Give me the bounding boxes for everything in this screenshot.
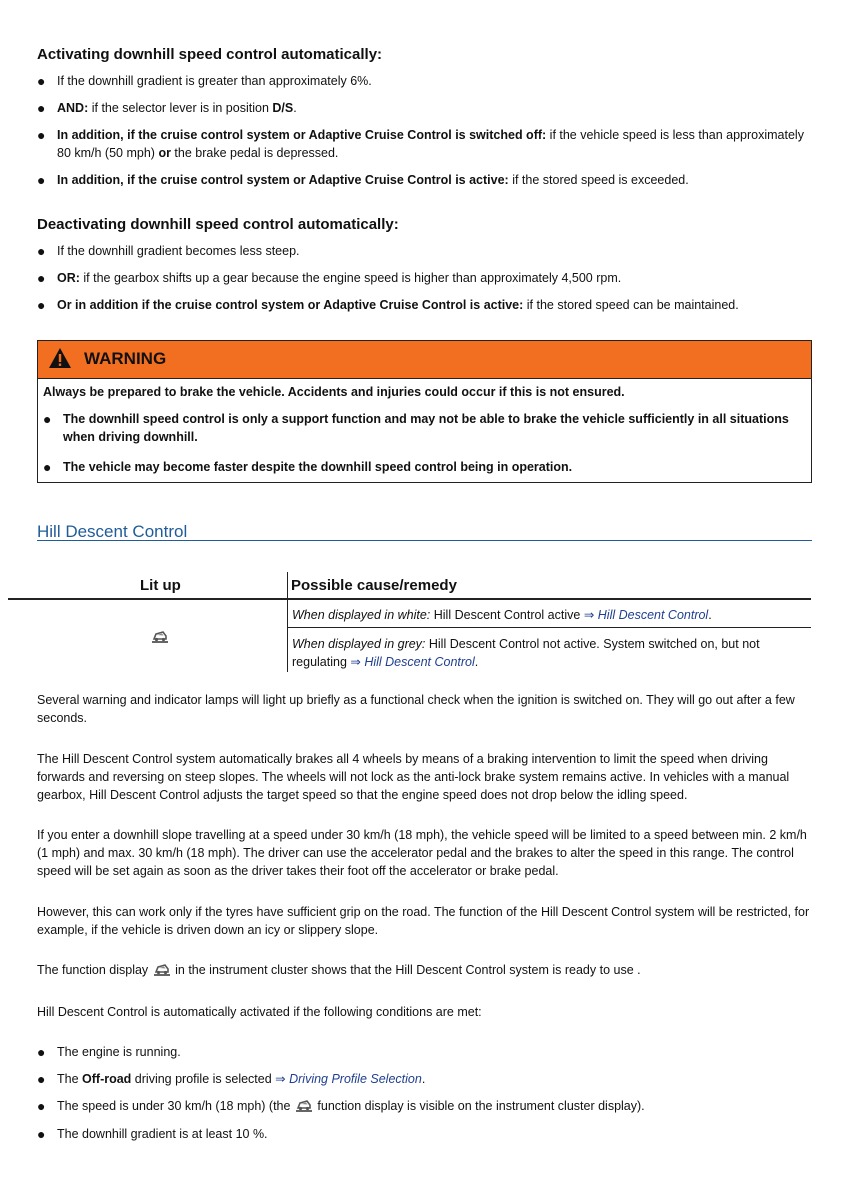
row-text: Hill Descent Control active [430,608,584,622]
list-item [37,171,808,189]
bullet-icon: ● [43,411,52,427]
bullet-icon: ● [37,1098,46,1114]
row-label: When displayed in white: [292,608,431,622]
hill-descent-control-icon [152,961,172,977]
list-item [37,126,808,162]
warning-item-text: The vehicle may become faster despite the downhill speed control being in operation. [63,460,573,474]
bullet-icon: ● [37,297,46,313]
warning-item [43,458,803,476]
table-row [292,635,797,671]
list-item-text: The speed is under 30 km/h (18 mph) (the [57,1099,294,1113]
paragraph-text: in the instrument cluster shows that the Hill Descent Control system is ready to use . [171,963,641,977]
list-item-bold: AND: [57,101,89,115]
list-item-text: If the downhill gradient is greater than approximately 6%. [57,74,372,88]
list-item-bold: or [158,146,171,160]
hill-descent-control-icon [294,1097,314,1113]
hill-descent-control-link[interactable]: ⇒ Hill Descent Control [583,608,709,622]
list-item-bold: In addition, if the cruise control system or Adaptive Cruise Control is active: [57,173,509,187]
paragraph: Hill Descent Control is automatically activated if the following conditions are met: [37,1005,482,1019]
list-item-text: if the stored speed is exceeded. [508,173,689,187]
paragraph-text: The function display [37,963,152,977]
paragraph: Several warning and indicator lamps will light up briefly as a functional check when the ignition is switched on. They will go out after a few seconds. [37,693,795,725]
deactivating-heading: Deactivating downhill speed control automatically: [37,216,399,233]
warning-title: WARNING [84,349,167,368]
bullet-icon: ● [37,100,46,116]
list-item-text: the brake pedal is depressed. [170,146,339,160]
paragraph [37,961,812,979]
bullet-icon: ● [37,270,46,286]
list-item-bold: In addition, if the cruise control system or Adaptive Cruise Control is switched off: [57,128,547,142]
paragraph: The Hill Descent Control system automatically brakes all 4 wheels by means of a braking intervention to limit the speed when driving forwards and reversing on steep slopes. The wheels will not lock as the anti-lock brake system remains active. In vehicles with a manual gearbox, Hill Descent Control adjusts the target speed so that the engine speed does not drop below the idling speed. [37,752,790,802]
row-label: When displayed in grey: [292,637,426,651]
row-text: Hill Descent Control not active. System switched on, but not regulating [292,637,760,669]
bullet-icon: ● [37,1071,46,1087]
driving-profile-selection-link[interactable]: ⇒ Driving Profile Selection [275,1072,422,1086]
warning-header [38,341,811,379]
paragraph: If you enter a downhill slope travelling at a speed under 30 km/h (18 mph), the vehicle speed will be limited to a speed between min. 2 km/h (1 mph) and max. 30 km/h (18 mph). The driver can use the accelerator pedal and the brakes to alter the speed in this range. The control speed will be set again as soon as the driver takes their foot off the accelerator or brake pedal. [37,828,807,878]
warning-intro: Always be prepared to brake the vehicle. Accidents and injuries could occur if this is not ensured. [43,385,625,399]
list-item-bold: D/S [272,101,294,115]
warning-item [43,410,803,446]
list-item-text: driving profile is selected [131,1072,276,1086]
warning-item-text: The downhill speed control is only a support function and may not be able to brake the vehicle sufficiently in all situations when driving downhill. [63,412,789,444]
table-row-divider [287,627,811,628]
list-item [37,269,808,287]
list-item-text: The engine is running. [57,1045,181,1059]
bullet-icon: ● [37,127,46,143]
activating-heading: Activating downhill speed control automatically: [37,46,383,63]
title-rule [37,540,812,541]
warning-triangle-icon [48,347,72,369]
paragraph: However, this can work only if the tyres have sufficient grip on the road. The function of the Hill Descent Control system will be restricted, for example, if the vehicle is driven down an icy or slippery slope. [37,905,810,937]
bullet-icon: ● [37,1044,46,1060]
list-item [37,1125,808,1143]
list-item-text: if the stored speed can be maintained. [523,298,739,312]
table-header-rule [8,598,811,600]
list-item [37,296,808,314]
bullet-icon: ● [37,243,46,259]
table-header-lit-up: Lit up [140,577,181,594]
list-item [37,1070,808,1088]
list-item-text: . [421,1072,426,1086]
list-item [37,1043,808,1061]
table-column-divider [287,572,288,672]
list-item-bold: OR: [57,271,80,285]
list-item [37,242,808,260]
hill-descent-control-link[interactable]: ⇒ Hill Descent Control [350,655,475,669]
list-item-bold: Off-road [82,1072,132,1086]
bullet-icon: ● [37,1126,46,1142]
list-item [37,99,808,117]
list-item-text: The downhill gradient is at least 10 %. [57,1127,268,1141]
list-item-text: The [57,1072,83,1086]
bullet-icon: ● [43,459,52,475]
list-item-text: if the selector lever is in position [88,101,273,115]
list-item-text: If the downhill gradient becomes less steep. [57,244,300,258]
list-item-text: . [293,101,297,115]
list-item [37,1097,808,1115]
hill-descent-control-icon [150,628,170,644]
list-item [37,72,808,90]
list-item-text: if the gearbox shifts up a gear because the engine speed is higher than approximately 4,500 rpm. [79,271,622,285]
warning-box [37,340,812,483]
bullet-icon: ● [37,73,46,89]
row-text: . [474,655,479,669]
section-title: Hill Descent Control [37,522,188,541]
table-header-cause: Possible cause/remedy [291,577,457,594]
list-item-text: function display is visible on the instrument cluster display). [313,1099,645,1113]
list-item-bold: Or in addition if the cruise control system or Adaptive Cruise Control is active: [57,298,524,312]
table-row [292,606,807,624]
bullet-icon: ● [37,172,46,188]
list-item-text: if the vehicle speed is less than approximately 80 km/h (50 mph) [57,128,804,160]
row-text: . [708,608,712,622]
